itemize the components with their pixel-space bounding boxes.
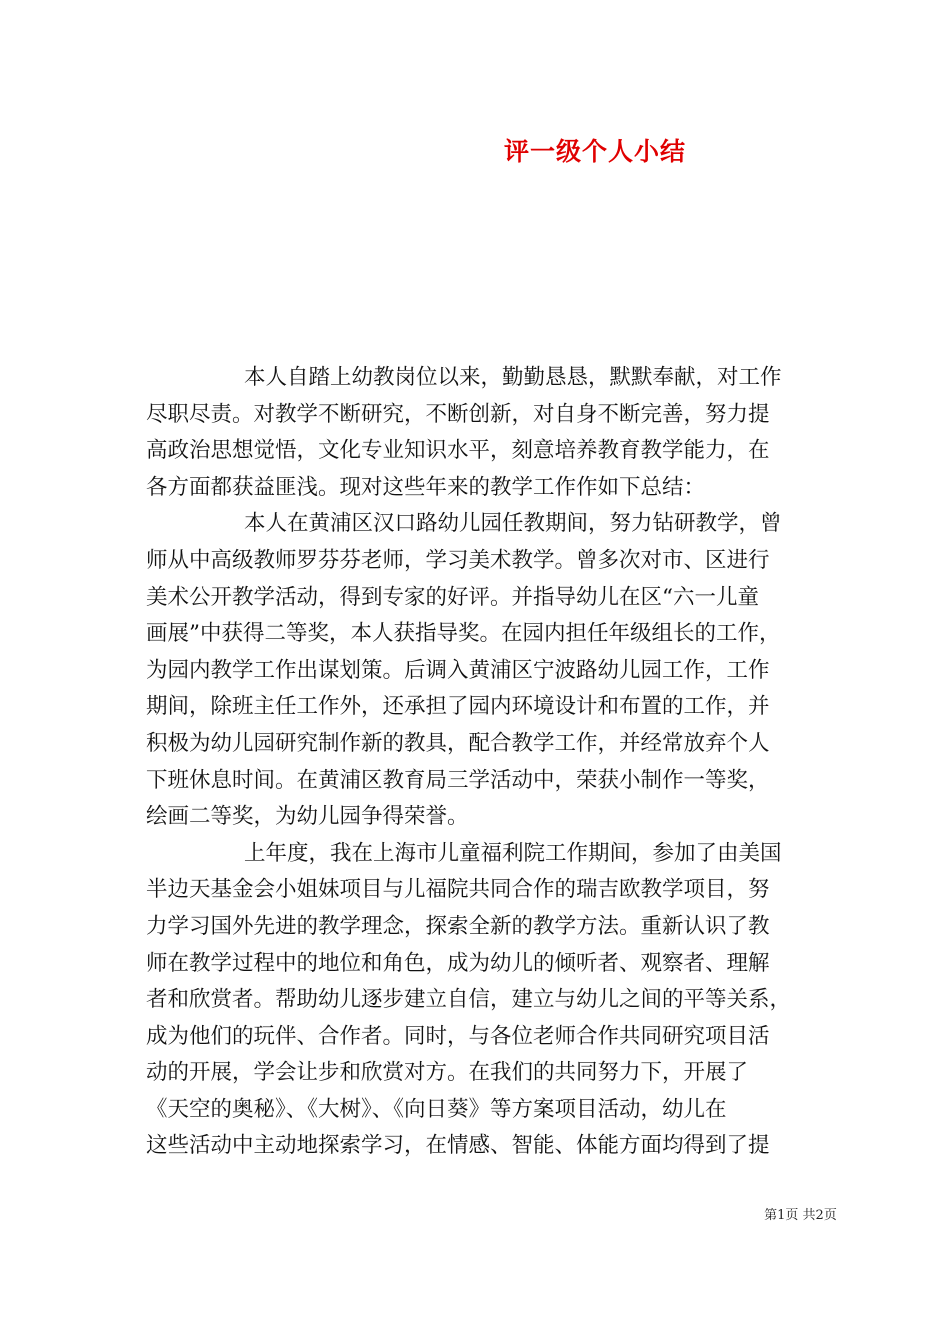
paragraph-line: 为园内教学工作出谋划策。后调入黄浦区宁波路幼儿园工作，工作 — [146, 657, 770, 683]
paragraph-line: 力学习国外先进的教学理念，探索全新的教学方法。重新认识了教 — [146, 913, 770, 939]
page-number: 第1页 共2页 — [764, 1208, 837, 1223]
document-body — [146, 360, 806, 1165]
paragraph-line: 师在教学过程中的地位和角色，成为幼儿的倾听者、观察者、理解 — [146, 950, 770, 976]
paragraph-line: 本人在黄浦区汉口路幼儿园任教期间，努力钻研教学，曾 — [244, 511, 782, 537]
paragraph-line: 绘画二等奖，为幼儿园争得荣誉。 — [146, 804, 469, 830]
paragraph-line: 积极为幼儿园研究制作新的教具，配合教学工作，并经常放弃个人 — [146, 730, 770, 756]
paragraph-line: 师从中高级教师罗芬芬老师，学习美术教学。曾多次对市、区进行 — [146, 547, 770, 573]
paragraph-line: 本人自踏上幼教岗位以来，勤勤恳恳，默默奉献，对工作 — [244, 365, 782, 390]
paragraph-line: 下班休息时间。在黄浦区教育局三学活动中，荣获小制作一等奖， — [146, 767, 770, 793]
paragraph-line: 各方面都获益匪浅。现对这些年来的教学工作作如下总结： — [146, 474, 706, 500]
paragraph-line: 高政治思想觉悟，文化专业知识水平，刻意培养教育教学能力，在 — [146, 438, 770, 464]
paragraph-line: 画展”中获得二等奖，本人获指导奖。在园内担任年级组长的工作， — [146, 621, 781, 647]
paragraph-line: 者和欣赏者。帮助幼儿逐步建立自信，建立与幼儿之间的平等关系， — [146, 987, 792, 1013]
paragraph-line: 成为他们的玩伴、合作者。同时，与各位老师合作共同研究项目活 — [146, 1023, 770, 1049]
paragraph-line: 尽职尽责。对教学不断研究，不断创新，对自身不断完善，努力提 — [146, 401, 770, 427]
paragraph-line: 动的开展，学会让步和欣赏对方。在我们的共同努力下，开展了 — [146, 1060, 749, 1086]
paragraph-line: 这些活动中主动地探索学习，在情感、智能、体能方面均得到了提 — [146, 1133, 770, 1159]
paragraph-line: 上年度，我在上海市儿童福利院工作期间，参加了由美国 — [244, 840, 782, 866]
paragraph-line: 《天空的奥秘》、《大树》、《向日葵》等方案项目活动，幼儿在 — [146, 1096, 727, 1122]
document-title: 评一级个人小结 — [503, 137, 686, 166]
paragraph-line: 半边天基金会小姐妹项目与儿福院共同合作的瑞吉欧教学项目，努 — [146, 877, 770, 903]
paragraph-line: 期间，除班主任工作外，还承担了园内环境设计和布置的工作，并 — [146, 694, 770, 720]
paragraph-line: 美术公开教学活动，得到专家的好评。并指导幼儿在区“六一儿童 — [146, 584, 759, 610]
